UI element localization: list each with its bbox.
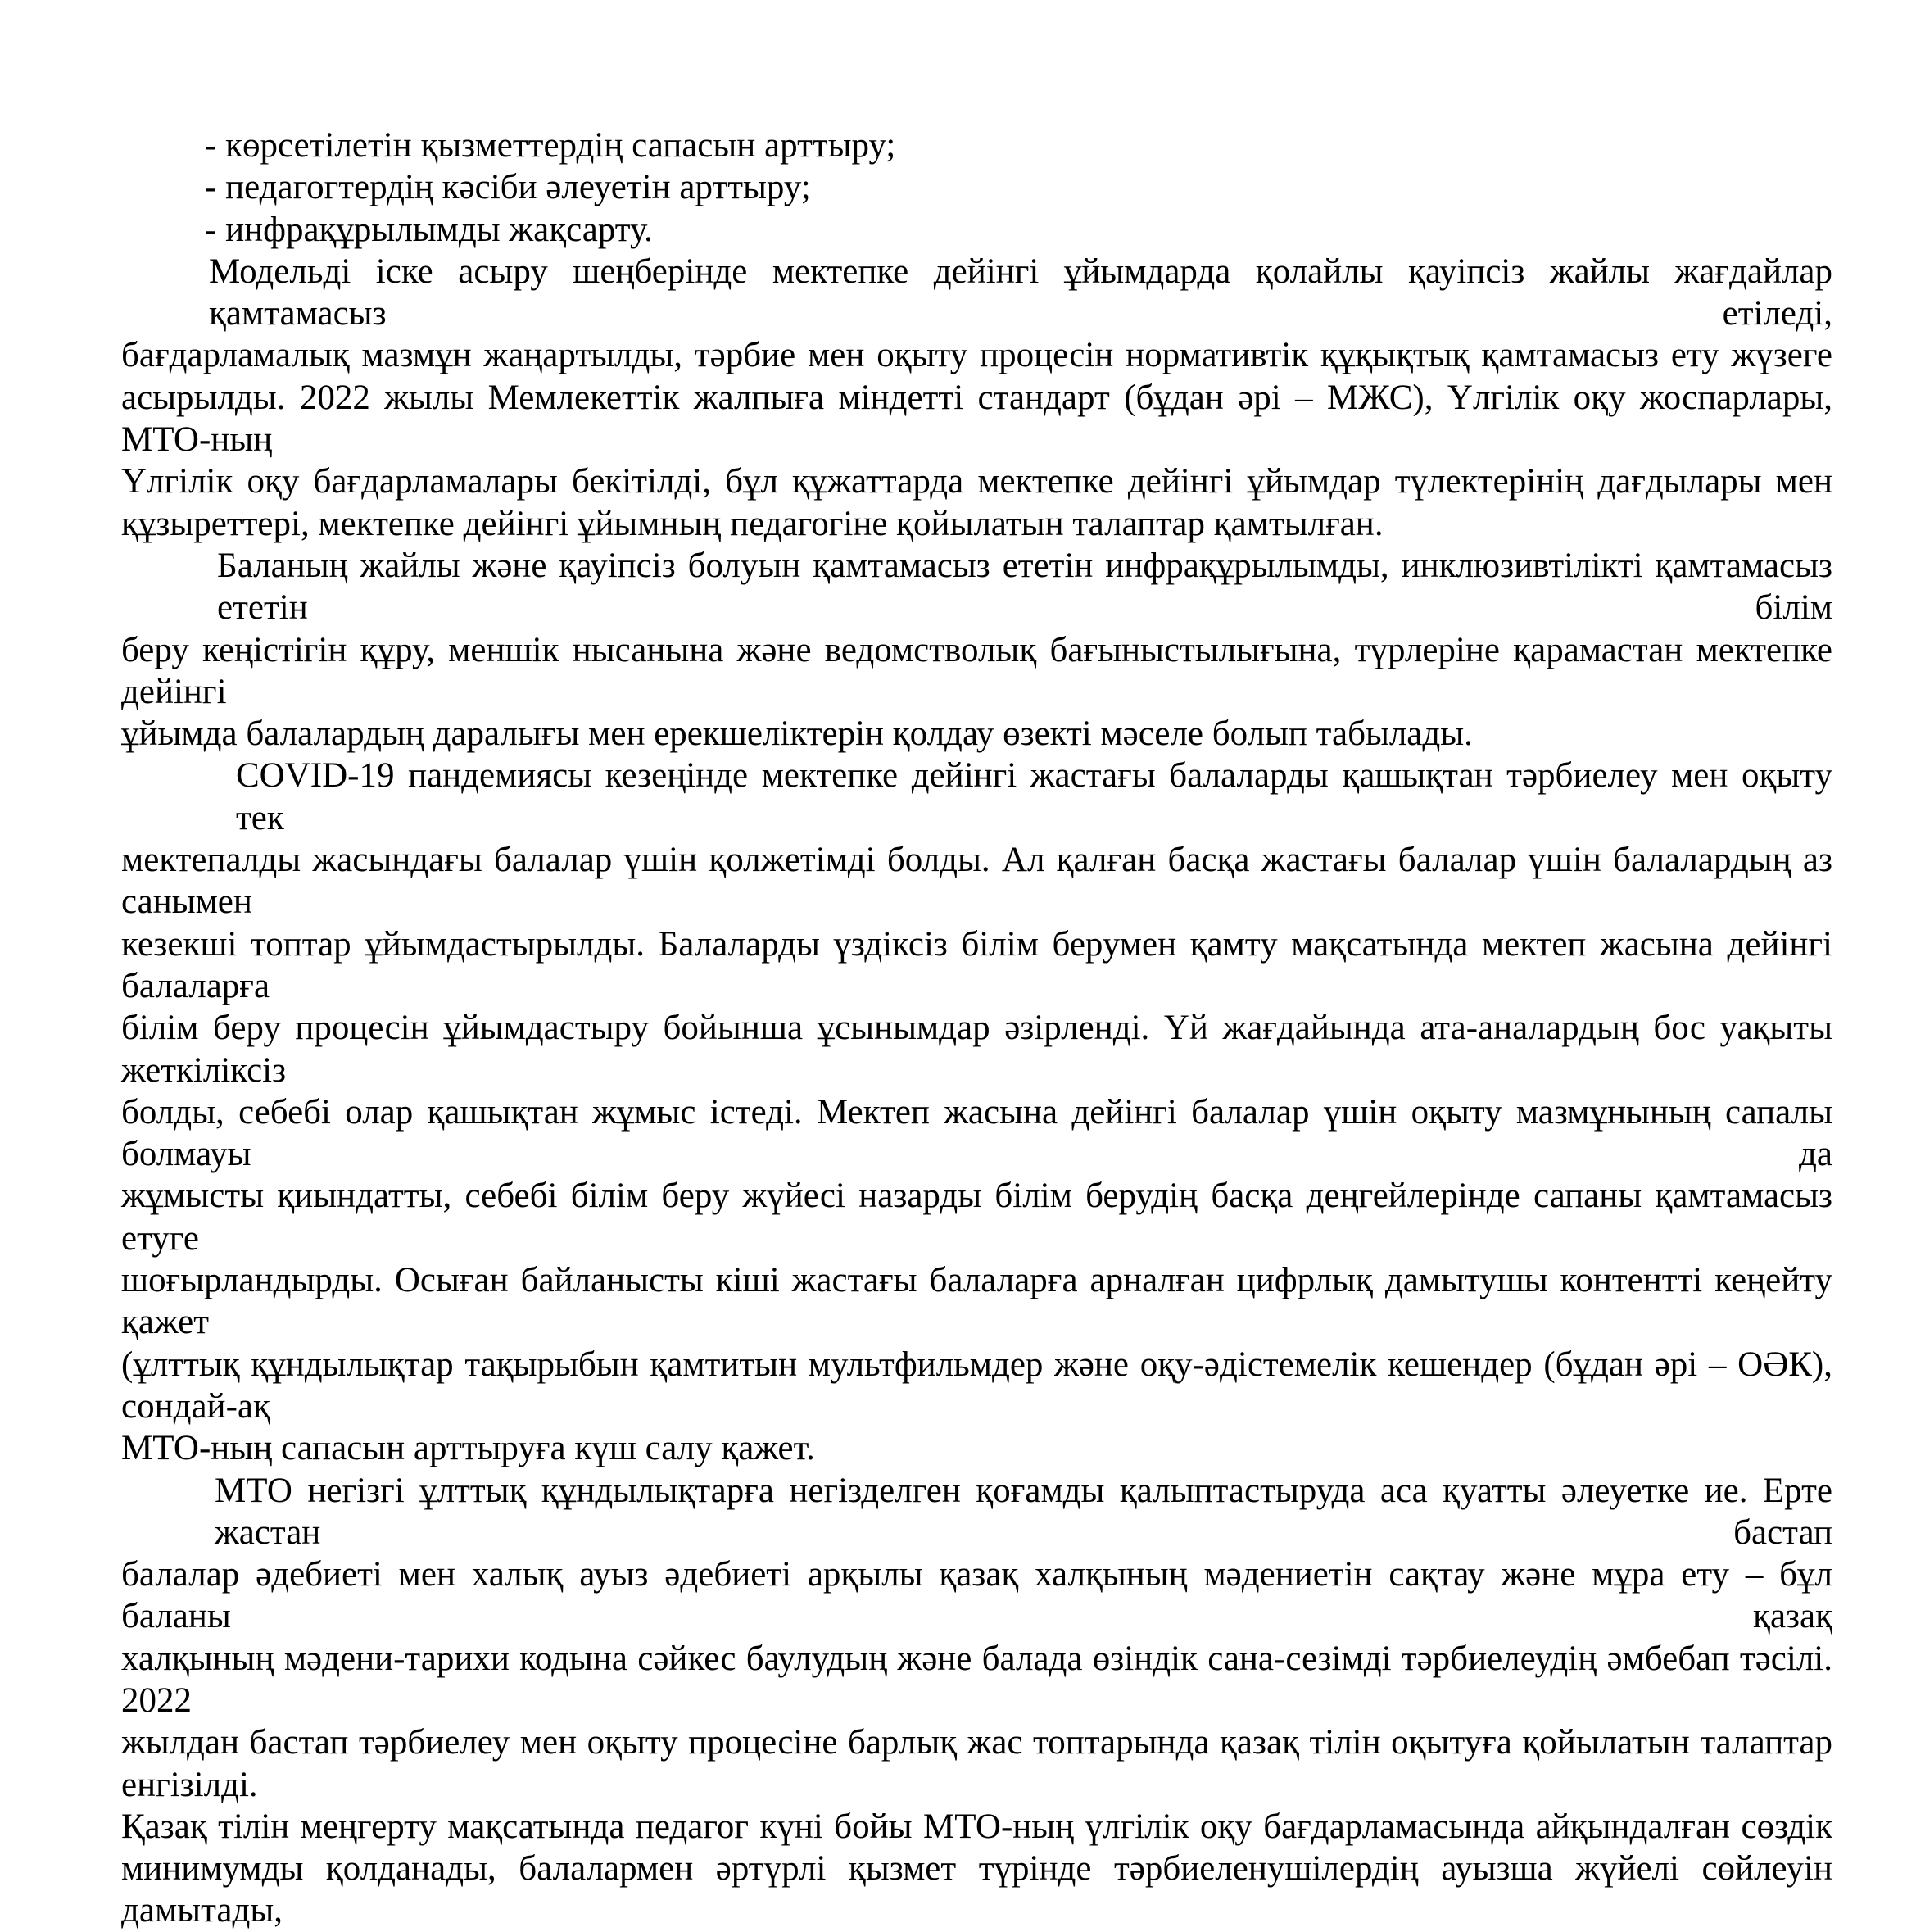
text-line: Баланың жайлы және қауіпсіз болуын қамтамасыз ететін инфрақұрылымды, инклюзивтілікті қамтамасыз ететін білім — [217, 546, 1832, 628]
text-line: білім беру процесін ұйымдастыру бойынша ұсынымдар әзірленді. Үй жағдайында ата-аналардың бос уақыты жеткіліксіз — [121, 1009, 1832, 1090]
text-line: Үлгілік оқу бағдарламалары бекітілді, бұл құжаттарда мектепке дейінгі ұйымдар түлектерінің дағдылары мен — [121, 462, 1832, 501]
text-line: COVID-19 пандемиясы кезеңінде мектепке дейінгі жастағы балаларды қашықтан тәрбиелеу мен оқыту тек — [236, 756, 1832, 837]
text-line: кезекші топтар ұйымдастырылды. Балаларды үздіксіз білім берумен қамту мақсатында мектеп жасына дейінгі балаларға — [121, 924, 1832, 1005]
text-line: жұмысты қиындатты, себебі білім беру жүйесі назарды білім берудің басқа деңгейлерінде сапаны қамтамасыз етуге — [121, 1177, 1832, 1258]
text-line: ұйымда балалардың даралығы мен ерекшеліктерін қолдау өзекті мәселе болып табылады. — [121, 714, 1473, 754]
bullet-line: - инфрақұрылымды жақсарту. — [205, 210, 653, 249]
text-line: беру кеңістігін құру, меншік нысанына және ведомстволық бағыныстылығына, түрлеріне қарамастан мектепке дейінгі — [121, 630, 1832, 711]
text-line: шоғырландырды. Осыған байланысты кіші жастағы балаларға арналған цифрлық дамытушы контентті кеңейту қажет — [121, 1261, 1832, 1342]
text-line: жылдан бастап тәрбиелеу мен оқыту процесіне барлық жас топтарында қазақ тілін оқытуға қойылатын талаптар енгізілді. — [121, 1723, 1832, 1804]
text-line: (ұлттық құндылықтар тақырыбын қамтитын мультфильмдер және оқу-әдістемелік кешендер (бұдан әрі – ОӘК), сондай-ақ — [121, 1345, 1832, 1426]
text-line: құзыреттері, мектепке дейінгі ұйымның педагогіне қойылатын талаптар қамтылған. — [121, 504, 1384, 543]
bullet-line: - педагогтердің кәсіби әлеуетін арттыру; — [205, 168, 811, 207]
text-line: мектепалды жасындағы балалар үшін қолжетімді болды. Ал қалған басқа жастағы балалар үшін балалардың аз санымен — [121, 841, 1832, 922]
text-line: Модельді іске асыру шеңберінде мектепке дейінгі ұйымдарда қолайлы қауіпсіз жайлы жағдайлар қамтамасыз етіледі, — [209, 252, 1832, 333]
text-line: асырылды. 2022 жылы Мемлекеттік жалпыға міндетті стандарт (бұдан әрі – МЖС), Үлгілік оқу жоспарлары, МТО-ның — [121, 378, 1832, 460]
text-line: балалар әдебиеті мен халық ауыз әдебиеті арқылы қазақ халқының мәдениетін сақтау және мұра ету – бұл баланы қазақ — [121, 1555, 1832, 1636]
bullet-line: - көрсетілетін қызметтердің сапасын арттыру; — [205, 126, 896, 165]
text-line: бағдарламалық мазмұн жаңартылды, тәрбие мен оқыту процесін нормативтік құқықтық қамтамасыз ету жүзеге — [121, 336, 1832, 375]
text-line: болды, себебі олар қашықтан жұмыс істеді. Мектеп жасына дейінгі балалар үшін оқыту мазмұнының сапалы болмауы да — [121, 1092, 1832, 1174]
text-line: Қазақ тілін меңгерту мақсатында педагог күні бойы МТО-ның үлгілік оқу бағдарламасында айқындалған сөздік — [121, 1807, 1832, 1846]
text-line: МТО негізгі ұлттық құндылықтарға негізделген қоғамды қалыптастыруда аса қуатты әлеуетке ие. Ерте жастан бастап — [215, 1471, 1832, 1552]
text-line: халқының мәдени-тарихи кодына сәйкес баулудың және балада өзіндік сана-сезімді тәрбиелеудің әмбебап тәсілі. 2022 — [121, 1639, 1832, 1720]
text-line: минимумды қолданады, балалармен әртүрлі қызмет түрінде тәрбиеленушілердің ауызша жүйелі сөйлеуін дамытады, — [121, 1849, 1832, 1930]
text-line: МТО-ның сапасын арттыруға күш салу қажет. — [121, 1429, 815, 1468]
